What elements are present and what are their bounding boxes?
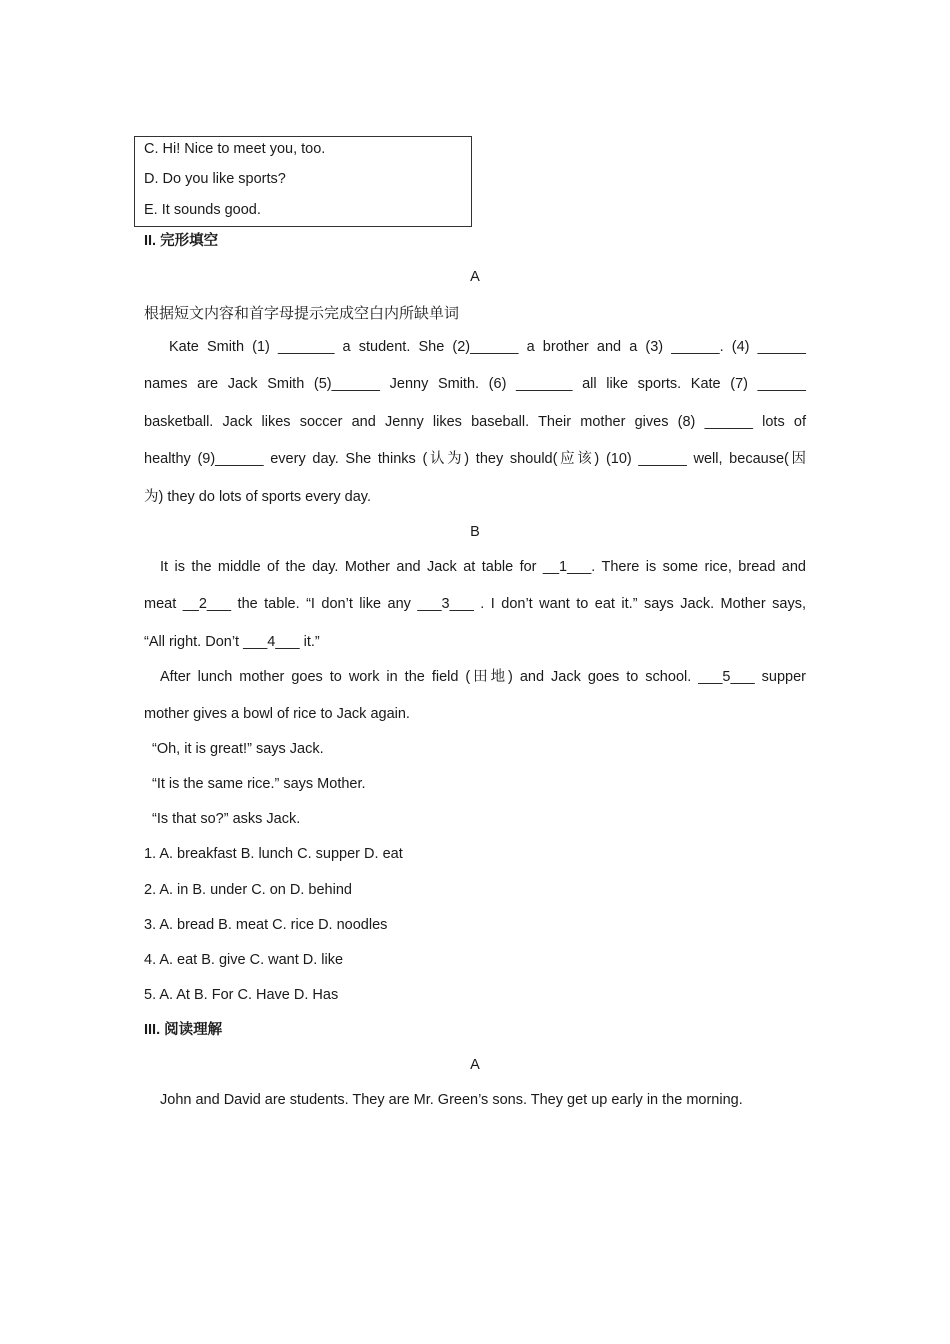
passage-b-line: After lunch mother goes to work in the field (田地) and Jack goes to school. ___5___ supper [160,669,806,685]
option-e: E. It sounds good. [144,202,261,218]
option-d: D. Do you like sports? [144,171,286,187]
question-item: 2. A. in B. under C. on D. behind [144,882,352,898]
passage-b-line: “All right. Don’t ___4___ it.” [144,634,320,650]
passage-a-line: basketball. Jack likes soccer and Jenny likes baseball. Their mother gives (8) ______ lots of [144,414,806,430]
question-item: 3. A. bread B. meat C. rice D. noodles [144,917,388,933]
question-item: 5. A. At B. For C. Have D. Has [144,987,339,1003]
section-3-passage-line: John and David are students. They are Mr. Green’s sons. They get up early in the morning. [160,1092,743,1108]
section-3-title: III. 阅读理解 [144,1022,223,1038]
passage-a-line: healthy (9)______ every day. She thinks (认为) they should(应该) (10) ______ well, because(因 [144,451,806,467]
section-2-instruction: 根据短文内容和首字母提示完成空白内所缺单词 [144,304,460,322]
section-2-part-b-label: B [470,524,480,540]
passage-b-line: mother gives a bowl of rice to Jack again. [144,706,410,722]
section-2-title: II. 完形填空 [144,233,219,249]
passage-a-line: 为) they do lots of sports every day. [144,489,371,505]
section-3-part-a-label: A [470,1057,480,1073]
passage-b-line: “Is that so?” asks Jack. [152,811,301,827]
option-c: C. Hi! Nice to meet you, too. [144,141,326,157]
passage-b-line: “It is the same rice.” says Mother. [152,776,366,792]
section-2-part-a-label: A [470,269,480,285]
passage-a-line: Kate Smith (1) _______ a student. She (2)______ a brother and a (3) ______. (4) ______ [169,339,806,355]
passage-b-line: It is the middle of the day. Mother and Jack at table for __1___. There is some rice, bread and [160,559,806,575]
question-item: 4. A. eat B. give C. want D. like [144,952,344,968]
passage-a-line: names are Jack Smith (5)______ Jenny Smith. (6) _______ all like sports. Kate (7) ______ [144,376,806,392]
passage-b-line: meat __2___ the table. “I don’t like any ___3___ . I don’t want to eat it.” says Jack. Mother says, [144,596,806,612]
passage-b-line: “Oh, it is great!” says Jack. [152,741,324,757]
question-item: 1. A. breakfast B. lunch C. supper D. eat [144,846,403,862]
answer-options-box [134,136,472,227]
